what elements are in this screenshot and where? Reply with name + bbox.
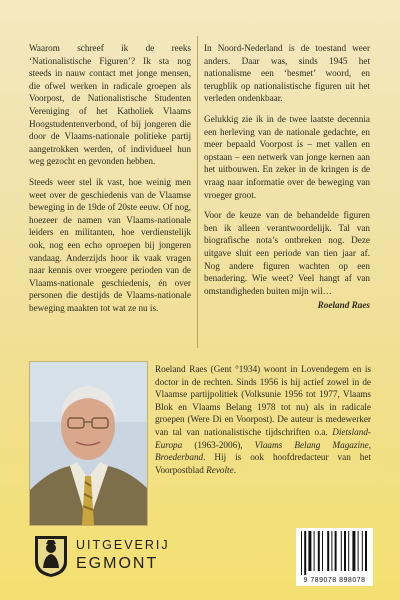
barcode-bar bbox=[308, 531, 311, 571]
bio-text: Roeland Raes (Gent °1934) woont in Lovendegem en is doctor in de rechten. Sinds 1956 is hij actief zowel in de Vlaamse partijpolitiek (Volksunie 1956 tot 1977, Vlaams Blok en Vlaams Belang 1978 tot nu) als in radicale groepen (Were Di en Voorpost). De auteur is medewerker van tal van nationalistische tijdschriften o.a. bbox=[155, 364, 371, 437]
barcode-bar bbox=[322, 531, 323, 571]
author-biography bbox=[155, 363, 371, 476]
barcode-bar bbox=[314, 531, 315, 571]
paragraph: Gelukkig zie ik in de twee laatste decennia een herleving van de nationale gedachte, en meer bepaald Voorpost is – met vallen en opstaan – een netwerk van jonge kernen aan het uitbouwen. En zeker in de kringen is de vraag naar informatie over de beweging van vroeger groot. bbox=[204, 113, 370, 200]
barcode-bar bbox=[365, 531, 367, 571]
barcode-bar bbox=[335, 531, 337, 571]
paragraph: In Noord-Nederland is de toestand weer anders. Daar was, sinds 1945 het nationalisme een ‘besmet’ woord, en terugblik op nationalistische figuren uit het verleden ondenkbaar. bbox=[204, 43, 370, 104]
magazine-title: Broederband bbox=[155, 452, 204, 463]
barcode-bar bbox=[352, 531, 355, 571]
barcode-bar bbox=[331, 531, 332, 571]
knight-emblem-icon bbox=[32, 534, 70, 578]
barcode-bar bbox=[327, 531, 329, 571]
publisher-name-line1: UITGEVERIJ bbox=[76, 538, 170, 552]
bio-text: (1963-2006), bbox=[182, 439, 255, 450]
barcode bbox=[296, 528, 373, 586]
barcode-bar bbox=[358, 531, 359, 571]
author-photo bbox=[29, 361, 148, 526]
magazine-title: Dietsland-Europa bbox=[155, 426, 371, 450]
publisher-logo bbox=[32, 534, 182, 580]
bio-text: . bbox=[233, 464, 236, 475]
barcode-bar bbox=[344, 531, 346, 571]
barcode-bar bbox=[362, 531, 363, 571]
isbn-number: 9 789078 898078 bbox=[303, 577, 366, 584]
barcode-bars bbox=[296, 531, 373, 577]
bio-text: . Hij is ook hoofdredacteur van het Voorpostblad bbox=[155, 452, 371, 475]
paragraph: Steeds weer stel ik vast, hoe weinig men weet over de geschiedenis van de Vlaamse beweging in de 19de of 20ste eeuw. Of nog, hoezeer de namen van Vlaams-nationale leiders en militanten, hoe verdienstelijk ook, nog een echo oproepen bij jongeren vandaag. Anderzijds hoor ik vaak vragen naar kennis over vroegere perioden van de Vlaams-nationale geschiedenis, én over personen die destijds de Vlaams-nationale beweging maakten tot wat ze nu is. bbox=[29, 176, 191, 313]
magazine-title: Revolte bbox=[206, 464, 234, 475]
magazine-title: Vlaams Belang Magazine bbox=[254, 439, 369, 450]
barcode-bar bbox=[341, 531, 342, 571]
barcode-bar bbox=[318, 531, 320, 571]
paragraph: Waarom schreef ik de reeks ‘Nationalistische Figuren’? Ik sta nog steeds in nauw contact met jonge mensen, die ofwel werken in radicale groepen als Voorpost, de Nationalistische Studenten Vereniging of het Katholiek Vlaams Hoogstudentenverbond, of bij jongeren die door de Vlaams-nationale politieke partij aangetrokken werden, of individueel hun weg gezocht en gevonden hebben. bbox=[29, 43, 191, 167]
barcode-bar bbox=[301, 531, 302, 575]
author-portrait-image bbox=[30, 362, 147, 525]
barcode-bar bbox=[304, 531, 306, 575]
paragraph: Voor de keuze van de behandelde figuren ben ik alleen verantwoordelijk. Tal van biografische nota’s ontbreken nog. Deze uitgave sluit een periode van tien jaar af. Nog andere figuren wachten op een benadering. Wie weet? Veel hangt af van omstandigheden buiten mijn wil… bbox=[204, 210, 370, 296]
barcode-bar bbox=[348, 531, 349, 571]
column-divider bbox=[197, 36, 198, 348]
biography-paragraph bbox=[155, 363, 371, 476]
publisher-name-line2: EGMONT bbox=[76, 555, 159, 572]
bio-text: , bbox=[368, 439, 371, 450]
author-signature: Roeland Raes bbox=[317, 300, 370, 311]
right-text-column bbox=[204, 42, 370, 312]
left-text-column bbox=[29, 42, 191, 322]
